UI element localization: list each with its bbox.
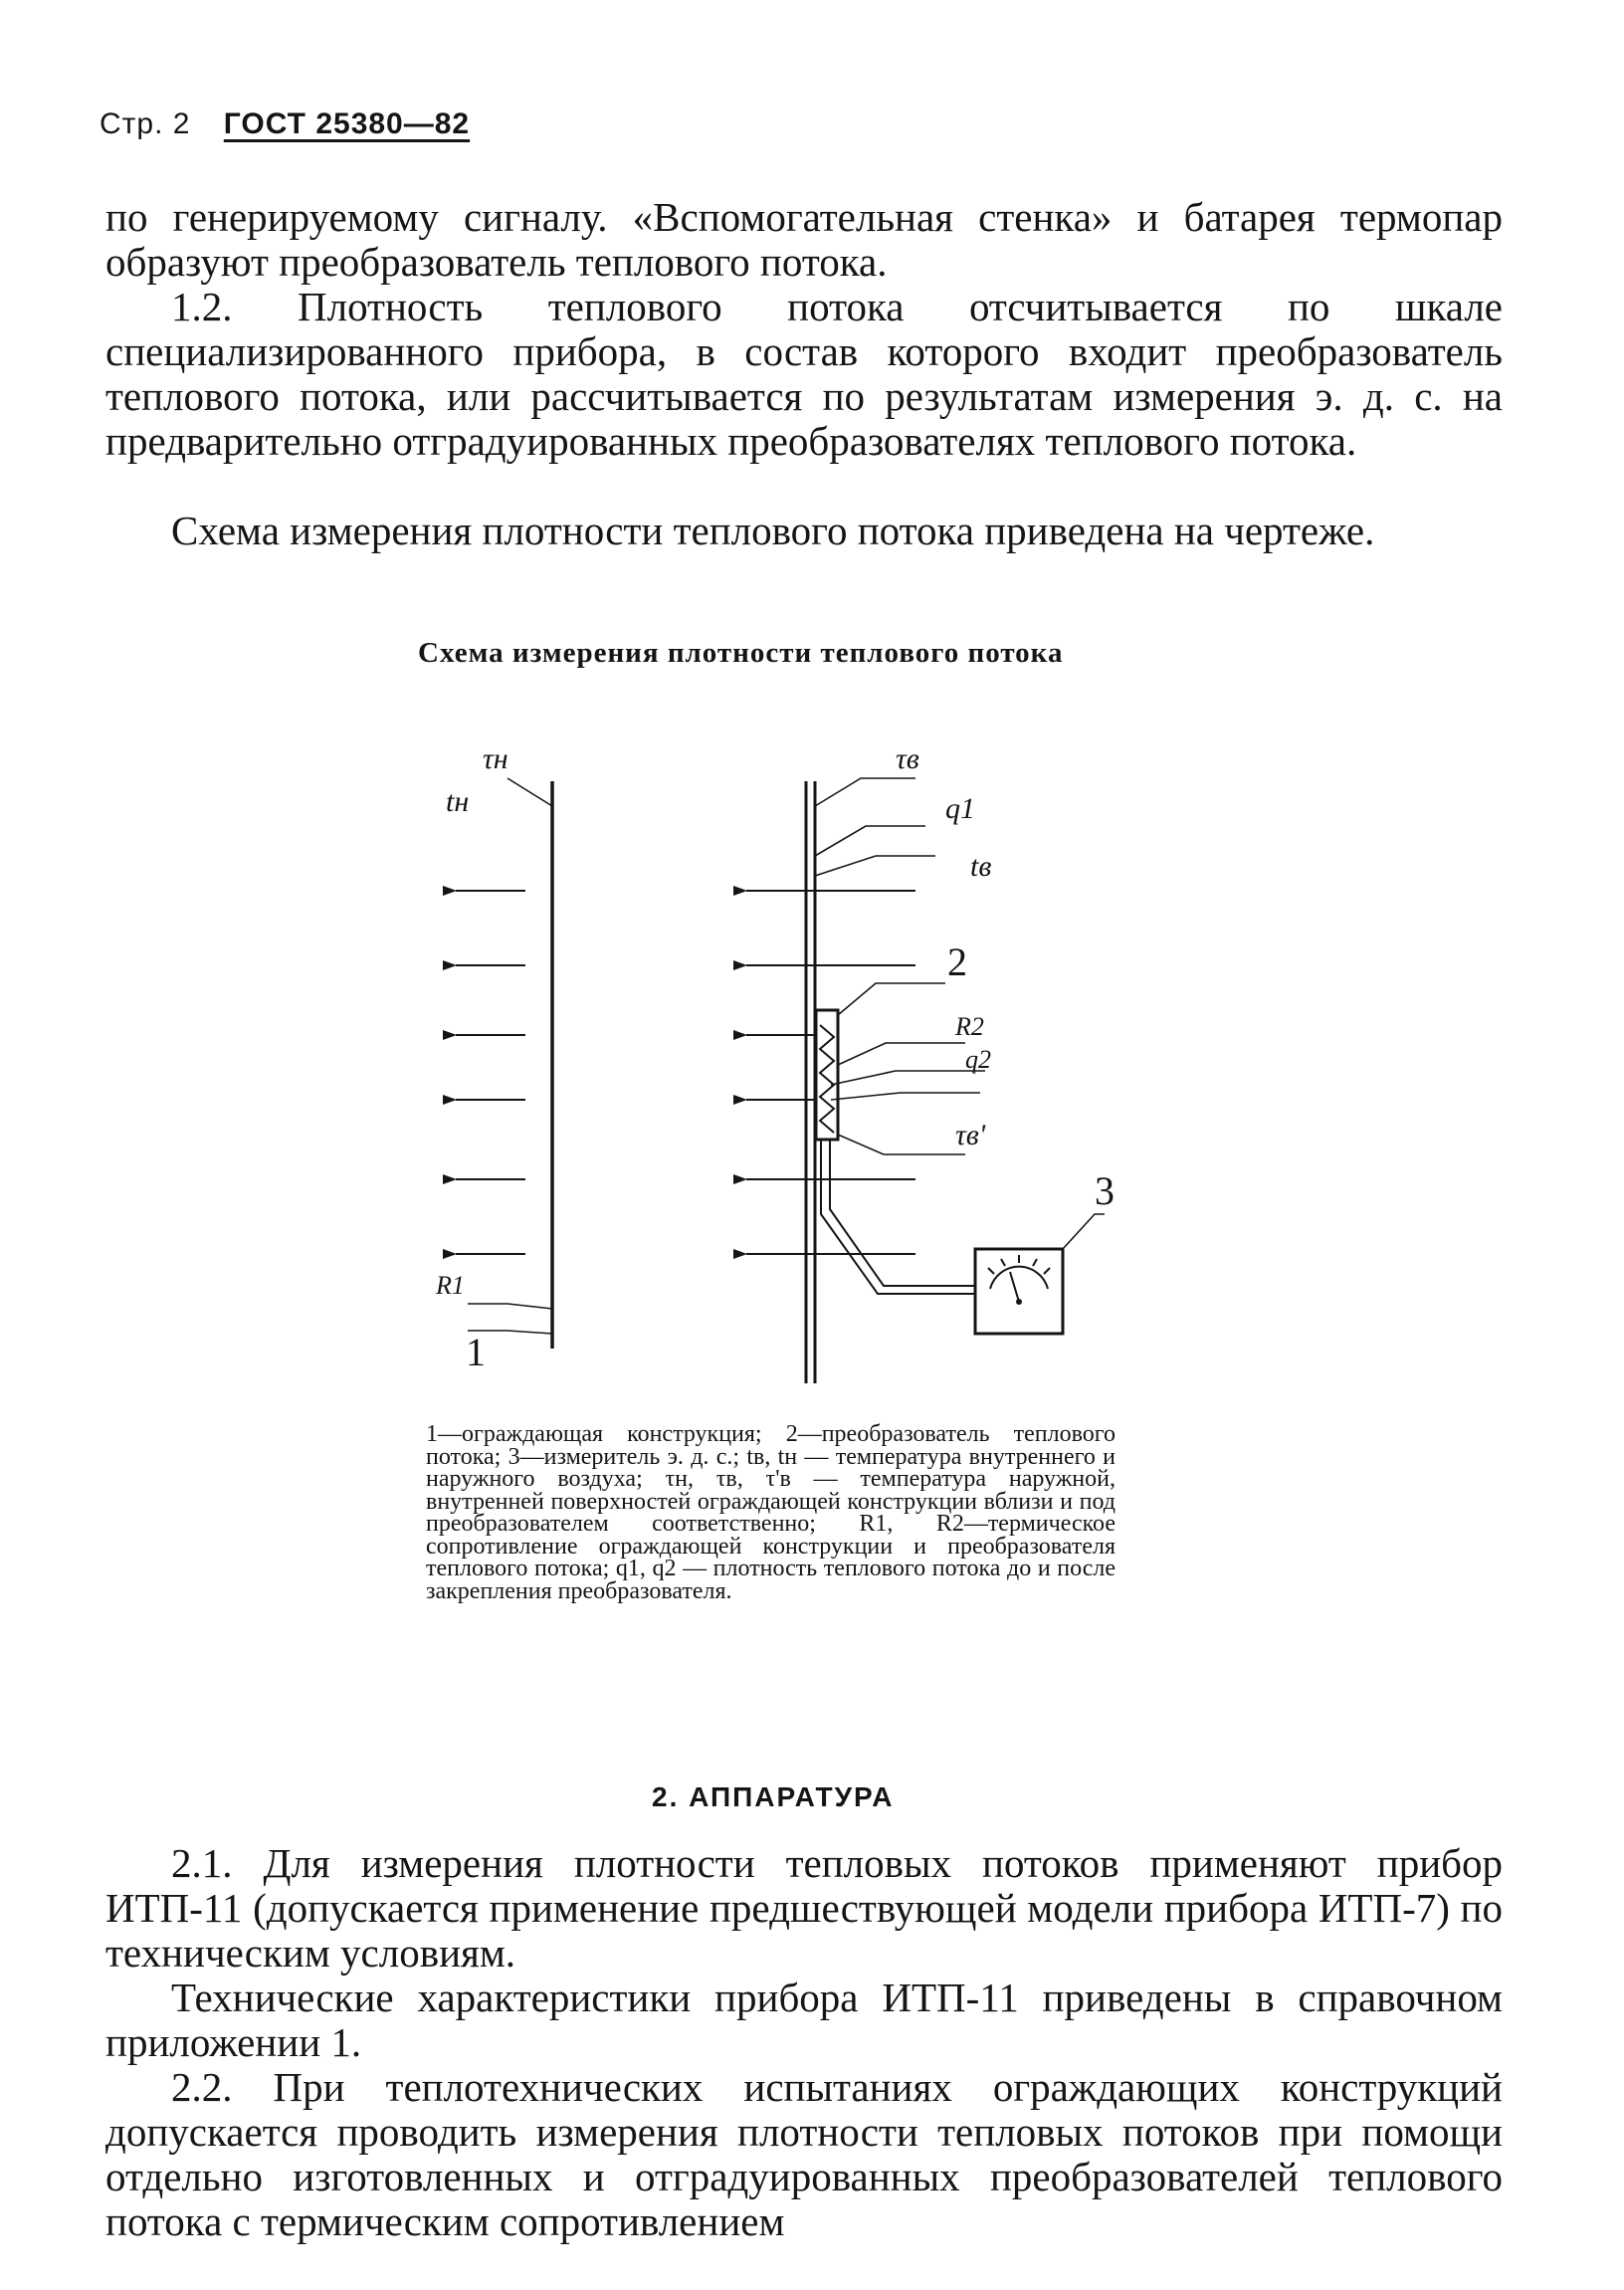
label-num-3: 3 [1095, 1168, 1115, 1213]
label-t-v: tв [970, 850, 992, 883]
connection-wires [821, 1140, 975, 1294]
emf-meter [975, 1249, 1063, 1334]
paragraph-scheme-ref: Схема измерения плотности теплового потока приведена на чертеже. [171, 508, 1375, 553]
wall-construction [552, 781, 815, 1383]
section-2-title: 2. АППАРАТУРА [652, 1781, 895, 1812]
label-q2: q2 [965, 1045, 991, 1074]
label-t-n: tн [446, 785, 470, 818]
label-num-2: 2 [947, 939, 967, 984]
figure-caption: 1—ограждающая конструкция; 2—преобразователь теплового потока; 3—измеритель э. д. с.; tв, tн — температура внутреннего и наружного воздуха; τн, τв, τ'в — температура наружной, внутренней поверхностей ограждающей конструкции вблизи и под преобразователем соответственно; R1, R2—термическое сопротивление ограждающей конструкции и преобразователя теплового потока; q1, q2 — плотность теплового потока до и после закрепления преобразователя. [426, 1421, 1116, 1604]
label-R2: R2 [955, 1012, 984, 1041]
label-q1: q1 [945, 792, 975, 825]
standard-code: ГОСТ 25380—82 [223, 107, 471, 140]
paragraph-1-2: 1.2. Плотность теплового потока отсчитывается по шкале специализированного прибора, в состав которого входит преобразователь теплового потока, или рассчитывается по результатам измерения э. д. с. на предварительно отградуированных преобразователях теплового потока. [105, 284, 1503, 464]
label-tau-v: τв [896, 742, 919, 775]
paragraph-2-2: 2.2. При теплотехнических испытаниях ограждающих конструкций допускается проводить измерения плотности тепловых потоков при помощи отдельно изготовленных и отградуированных преобразователей теплового потока с термическим сопротивлением [105, 2064, 1503, 2244]
paragraph-tech-specs: Технические характеристики прибора ИТП-11 приведены в справочном приложении 1. [105, 1975, 1503, 2065]
heat-flux-diagram [408, 727, 1184, 1403]
figure-title: Схема измерения плотности теплового потока [418, 637, 1064, 669]
page-header [100, 107, 470, 141]
heat-flux-transducer [816, 1010, 838, 1140]
label-R1: R1 [436, 1271, 465, 1300]
page-number: Стр. 2 [100, 107, 191, 140]
label-tau-n: τн [483, 742, 508, 775]
paragraph-2-1: 2.1. Для измерения плотности тепловых потоков применяют прибор ИТП-11 (допускается применение предшествующей модели прибора ИТП-7) по техническим условиям. [105, 1840, 1503, 1976]
paragraph-continuation: по генерируемому сигналу. «Вспомогательная стенка» и батарея термопар образуют преобразователь теплового потока. [105, 194, 1503, 285]
heat-flow-arrows [456, 891, 915, 1254]
label-num-1: 1 [466, 1330, 486, 1374]
label-tau-v-prime: τв' [955, 1119, 986, 1151]
